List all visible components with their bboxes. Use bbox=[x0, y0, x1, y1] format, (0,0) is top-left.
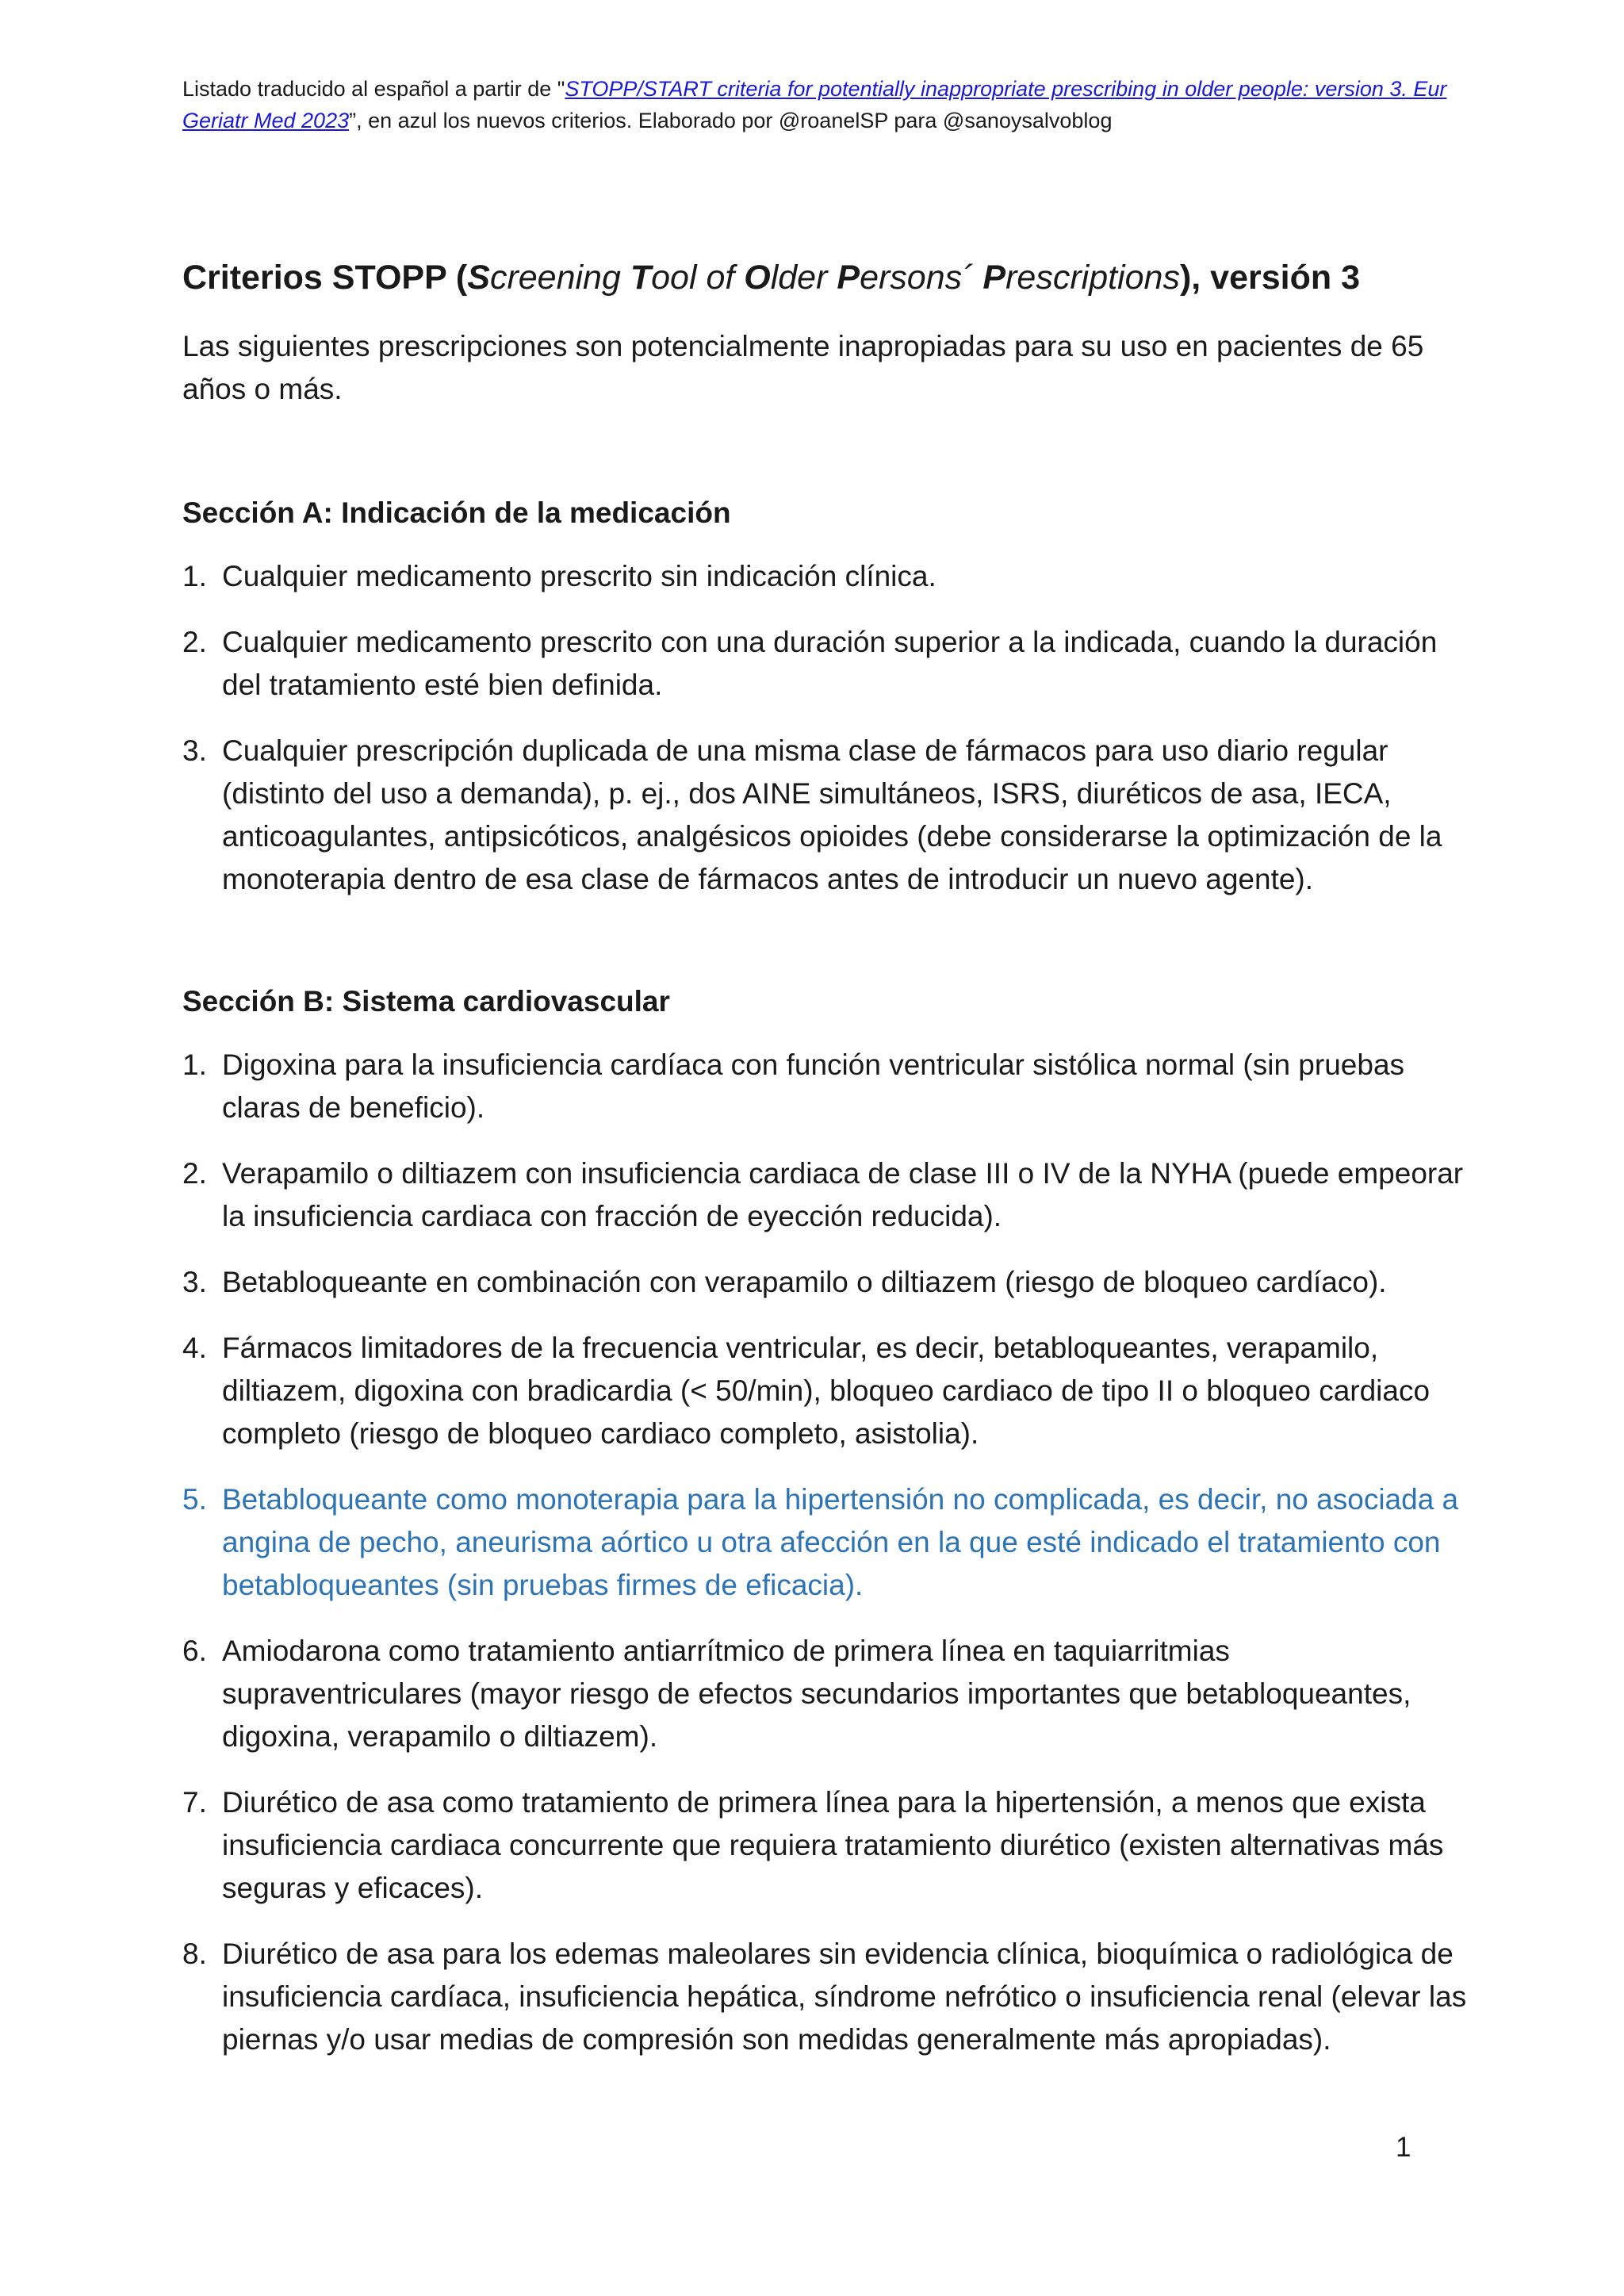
criteria-item-b2 bbox=[182, 1152, 1467, 1238]
intro-paragraph: Las siguientes prescripciones son potencialmente inapropiadas para su uso en pacientes de 65 años o más. bbox=[182, 330, 1424, 405]
item-text: Amiodarona como tratamiento antiarrítmico de primera línea en taquiarritmias supraventriculares (mayor riesgo de efectos secundarios importantes que betabloqueantes, digoxina, verapamilo o diltiazem). bbox=[222, 1635, 1411, 1753]
criteria-item-b5-new bbox=[182, 1478, 1467, 1607]
title-initial-s: S bbox=[467, 259, 490, 297]
section-b-list bbox=[182, 1044, 1467, 2084]
criteria-item-b4 bbox=[182, 1327, 1467, 1455]
title-initial-t: T bbox=[630, 259, 652, 297]
criteria-item-a1 bbox=[182, 555, 1467, 598]
title-word-prescriptions: rescriptions bbox=[1005, 259, 1180, 297]
source-note-prefix: Listado traducido al español a partir de " bbox=[182, 77, 565, 101]
section-a-list bbox=[182, 555, 1467, 924]
item-text: Betabloqueante como monoterapia para la hipertensión no complicada, es decir, no asociada a angina de pecho, aneurisma aórtico u otra afección en la que esté indicado el tratamiento con betabloqueantes (sin pruebas firmes de eficacia). bbox=[222, 1483, 1459, 1601]
title-text: Criterios STOPP ( bbox=[182, 259, 468, 297]
section-heading-a: Sección A: Indicación de la medicación bbox=[182, 496, 731, 529]
item-number: 2. bbox=[182, 626, 207, 658]
criteria-item-b8 bbox=[182, 1933, 1467, 2061]
item-text: Cualquier medicamento prescrito sin indicación clínica. bbox=[222, 560, 936, 592]
criteria-item-a3 bbox=[182, 730, 1467, 901]
item-number: 2. bbox=[182, 1157, 207, 1190]
source-link[interactable]: STOPP/START criteria for potentially inappropriate prescribing in older people: version 3. Eur Geriatr Med 2023 bbox=[182, 77, 1447, 132]
section-heading-b: Sección B: Sistema cardiovascular bbox=[182, 985, 670, 1018]
item-number: 1. bbox=[182, 1048, 207, 1081]
page-number: 1 bbox=[1396, 2132, 1411, 2163]
item-number: 5. bbox=[182, 1483, 207, 1516]
item-number: 3. bbox=[182, 1266, 207, 1298]
item-number: 1. bbox=[182, 560, 207, 592]
source-note-suffix: ”, en azul los nuevos criterios. Elaborado por @roanelSP para @sanoysalvoblog bbox=[349, 109, 1113, 132]
item-number: 8. bbox=[182, 1938, 207, 1970]
item-text: Verapamilo o diltiazem con insuficiencia cardiaca de clase III o IV de la NYHA (puede empeorar la insuficiencia cardiaca con fracción de eyección reducida). bbox=[222, 1157, 1464, 1232]
source-note bbox=[182, 73, 1483, 136]
item-text: Cualquier medicamento prescrito con una duración superior a la indicada, cuando la duración del tratamiento esté bien definida. bbox=[222, 626, 1438, 701]
criteria-item-b7 bbox=[182, 1781, 1467, 1910]
item-text: Betabloqueante en combinación con verapamilo o diltiazem (riesgo de bloqueo cardíaco). bbox=[222, 1266, 1387, 1298]
item-text: Diurético de asa como tratamiento de primera línea para la hipertensión, a menos que exista insuficiencia cardiaca concurrente que requiera tratamiento diurético (existen alternativas más seguras y eficaces). bbox=[222, 1786, 1444, 1904]
criteria-item-b6 bbox=[182, 1630, 1467, 1758]
title-word-older: lder bbox=[770, 259, 837, 297]
item-text: Cualquier prescripción duplicada de una misma clase de fármacos para uso diario regular (distinto del uso a demanda), p. ej., dos AINE simultáneos, ISRS, diuréticos de asa, IECA, anticoagulantes, antipsicóticos, analgésicos opioides (debe considerarse la optimización de la monoterapia dentro de esa clase de fármacos antes de introducir un nuevo agente). bbox=[222, 734, 1442, 895]
title-word-screening: creening bbox=[489, 259, 630, 297]
title-word-persons: ersons´ bbox=[860, 259, 983, 297]
item-number: 4. bbox=[182, 1332, 207, 1364]
item-number: 7. bbox=[182, 1786, 207, 1819]
title-initial-p2: P bbox=[982, 259, 1006, 297]
title-version: ), versión 3 bbox=[1179, 259, 1360, 297]
item-number: 3. bbox=[182, 734, 207, 767]
title-initial-o: O bbox=[744, 259, 771, 297]
document-title bbox=[182, 254, 1360, 301]
item-number: 6. bbox=[182, 1635, 207, 1667]
title-word-tool-of: ool of bbox=[651, 259, 745, 297]
criteria-item-a2 bbox=[182, 621, 1467, 707]
criteria-item-b1 bbox=[182, 1044, 1467, 1129]
item-text: Diurético de asa para los edemas maleolares sin evidencia clínica, bioquímica o radiológica de insuficiencia cardíaca, insuficiencia hepática, síndrome nefrótico o insuficiencia renal (elevar las piernas y/o usar medias de compresión son medidas generalmente más apropiadas). bbox=[222, 1938, 1467, 2056]
item-text: Fármacos limitadores de la frecuencia ventricular, es decir, betabloqueantes, verapamilo, diltiazem, digoxina con bradicardia (< 50/min), bloqueo cardiaco de tipo II o bloqueo cardiaco completo (riesgo de bloqueo cardiaco completo, asistolia). bbox=[222, 1332, 1431, 1450]
title-initial-p1: P bbox=[837, 259, 860, 297]
criteria-item-b3 bbox=[182, 1261, 1467, 1304]
item-text: Digoxina para la insuficiencia cardíaca con función ventricular sistólica normal (sin pruebas claras de beneficio). bbox=[222, 1048, 1405, 1124]
